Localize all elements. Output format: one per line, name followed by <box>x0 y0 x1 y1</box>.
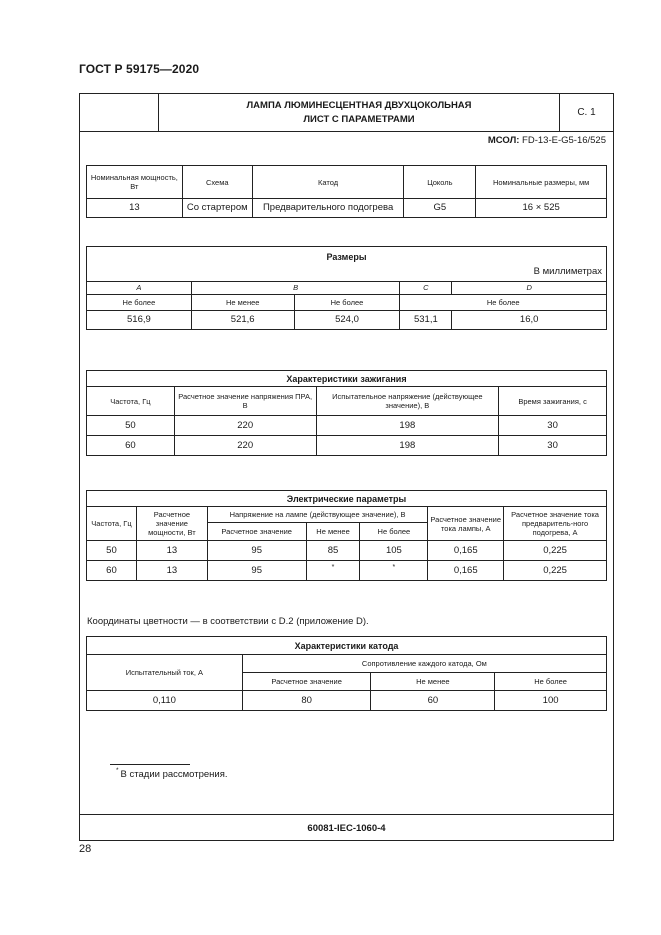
cat-resistance-max: 100 <box>495 691 607 711</box>
el-r1-preheat-current: 0,225 <box>504 541 607 561</box>
dim-value-b-min: 521,6 <box>191 311 294 330</box>
ignition-table <box>86 370 607 456</box>
msol-label: МСОЛ: <box>487 135 520 146</box>
el-r1-voltage-max: 105 <box>360 541 428 561</box>
el-header-voltage-group: Напряжение на лампе (действующее значение), В <box>207 507 427 523</box>
ign-r2-test-voltage: 198 <box>316 436 499 456</box>
footnote <box>116 769 228 780</box>
ign-header-ballast-voltage: Расчетное значение напряжения ПРА, В <box>174 387 316 416</box>
dim-limit-b-max: Не более <box>294 295 400 311</box>
dim-letter-c: C <box>400 282 452 295</box>
cell-cathode: Предварительного подогрева <box>252 199 404 218</box>
ign-r2-ignition-time: 30 <box>499 436 607 456</box>
title-line-1: ЛАМПА ЛЮМИНЕСЦЕНТНАЯ ДВУХЦОКОЛЬНАЯ <box>246 99 472 111</box>
cat-resistance-rated: 80 <box>242 691 371 711</box>
msol-value: FD-13-E-G5-16/525 <box>522 135 606 146</box>
page-number: 28 <box>79 843 92 855</box>
ign-r1-ballast-voltage: 220 <box>174 416 316 436</box>
cell-nominal-power: 13 <box>87 199 183 218</box>
ign-r2-frequency: 60 <box>87 436 175 456</box>
dimensions-table <box>86 246 607 330</box>
ign-header-ignition-time: Время зажигания, с <box>499 387 607 416</box>
el-r2-voltage-min: * <box>306 561 360 581</box>
dim-value-d: 16,0 <box>452 311 607 330</box>
dimensions-units: В миллиметрах <box>533 266 602 277</box>
el-header-preheat-current: Расчетное значение тока предваритель-ного подогрева, А <box>504 507 607 541</box>
el-r2-lamp-current: 0,165 <box>428 561 504 581</box>
el-r2-voltage-max: * <box>360 561 428 581</box>
dim-letter-d: D <box>452 282 607 295</box>
header-base: Цоколь <box>404 166 476 199</box>
parameter-sheet-frame <box>79 93 614 841</box>
dim-value-a: 516,9 <box>87 311 192 330</box>
el-r1-voltage-rated: 95 <box>207 541 306 561</box>
dim-limit-cd: Не более <box>400 295 607 311</box>
cell-base: G5 <box>404 199 476 218</box>
document-code: ГОСТ Р 59175—2020 <box>79 62 200 76</box>
sheet-number: С. 1 <box>577 107 596 118</box>
ignition-title: Характеристики зажигания <box>87 371 607 387</box>
footnote-separator <box>110 764 190 765</box>
el-r2-frequency: 60 <box>87 561 137 581</box>
el-header-voltage-rated: Расчетное значение <box>207 523 306 541</box>
header-empty-cell <box>80 94 159 131</box>
dimensions-title: Размеры <box>326 252 367 262</box>
cell-scheme: Со стартером <box>182 199 252 218</box>
el-r2-voltage-rated: 95 <box>207 561 306 581</box>
dim-letter-b: B <box>191 282 400 295</box>
el-r2-power: 13 <box>136 561 207 581</box>
cell-nominal-dimensions: 16 × 525 <box>476 199 607 218</box>
el-r2-preheat-current: 0,225 <box>504 561 607 581</box>
chromaticity-note: Координаты цветности — в соответствии с D.2 (приложение D). <box>87 616 369 627</box>
sheet-footer-code: 60081-IEC-1060-4 <box>80 814 613 841</box>
dim-limit-b-min: Не менее <box>191 295 294 311</box>
ign-r1-frequency: 50 <box>87 416 175 436</box>
cathode-title: Характеристики катода <box>87 637 607 655</box>
header-nominal-dimensions: Номинальные размеры, мм <box>476 166 607 199</box>
cat-resistance-min: 60 <box>371 691 495 711</box>
header-cathode: Катод <box>252 166 404 199</box>
header-scheme: Схема <box>182 166 252 199</box>
el-r1-voltage-min: 85 <box>306 541 360 561</box>
el-r1-power: 13 <box>136 541 207 561</box>
msol-code <box>488 135 606 146</box>
sheet-header <box>80 94 613 132</box>
cat-test-current: 0,110 <box>87 691 243 711</box>
el-header-lamp-current: Расчетное значение тока лампы, А <box>428 507 504 541</box>
title-line-2: ЛИСТ С ПАРАМЕТРАМИ <box>303 113 415 125</box>
el-header-power: Расчетное значение мощности, Вт <box>136 507 207 541</box>
dim-letter-a: A <box>87 282 192 295</box>
header-nominal-power: Номинальная мощность, Вт <box>87 166 183 199</box>
cat-header-min: Не менее <box>371 673 495 691</box>
ign-r1-test-voltage: 198 <box>316 416 499 436</box>
sheet-title <box>159 94 560 131</box>
dim-value-b-max: 524,0 <box>294 311 400 330</box>
cat-header-test-current: Испытательный ток, А <box>87 655 243 691</box>
main-parameters-table <box>86 165 607 218</box>
ign-r1-ignition-time: 30 <box>499 416 607 436</box>
ign-r2-ballast-voltage: 220 <box>174 436 316 456</box>
el-r1-frequency: 50 <box>87 541 137 561</box>
el-r1-lamp-current: 0,165 <box>428 541 504 561</box>
electrical-title: Электрические параметры <box>87 491 607 507</box>
dimensions-title-cell <box>87 247 607 282</box>
cat-header-max: Не более <box>495 673 607 691</box>
cathode-table <box>86 636 607 711</box>
el-header-frequency: Частота, Гц <box>87 507 137 541</box>
dim-value-c: 531,1 <box>400 311 452 330</box>
footnote-mark: * <box>116 767 119 774</box>
ign-header-test-voltage: Испытательное напряжение (действующее значение), В <box>316 387 499 416</box>
el-header-voltage-min: Не менее <box>306 523 360 541</box>
dim-limit-a: Не более <box>87 295 192 311</box>
ign-header-frequency: Частота, Гц <box>87 387 175 416</box>
cat-header-resistance: Сопротивление каждого катода, Ом <box>242 655 606 673</box>
el-header-voltage-max: Не более <box>360 523 428 541</box>
footnote-text: В стадии рассмотрения. <box>120 769 228 780</box>
cat-header-rated: Расчетное значение <box>242 673 371 691</box>
electrical-table <box>86 490 607 581</box>
